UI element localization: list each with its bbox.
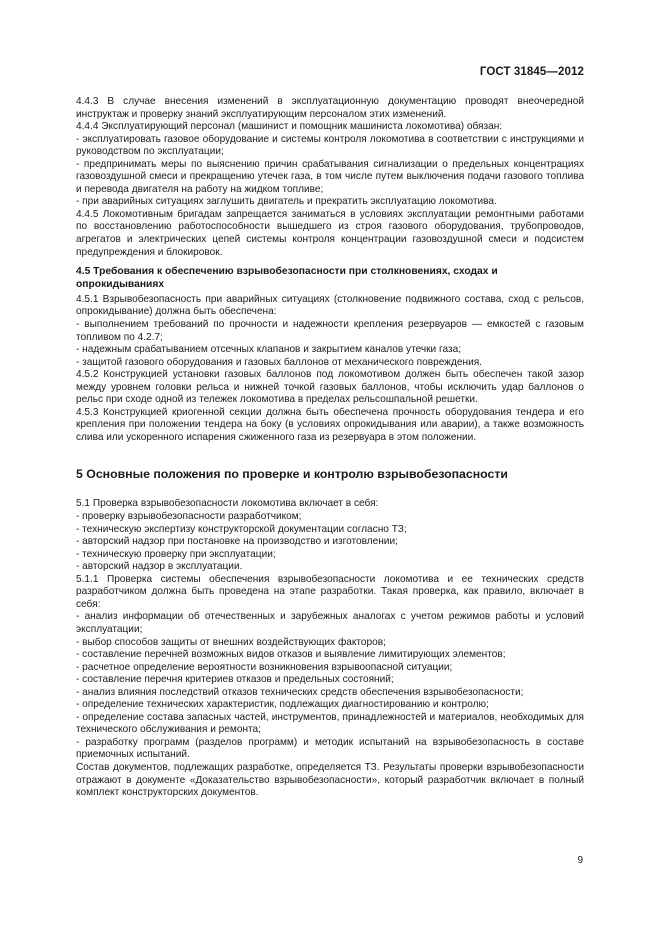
list-item: - выполнением требований по прочности и надежности крепления резервуаров — емкостей с газовым топливом по 4.2.7; bbox=[76, 319, 584, 343]
list-item: - авторский надзор при постановке на производство и изготовлении; bbox=[76, 536, 398, 548]
list-item: - разработку программ (разделов программ) и методик испытаний на взрывобезопасность в составе приемочных испытаний. bbox=[76, 736, 584, 761]
list-item: - авторский надзор в эксплуатации. bbox=[76, 561, 243, 573]
list-item: - при аварийных ситуациях заглушить двигатель и прекратить эксплуатацию локомотива. bbox=[76, 196, 497, 208]
section-heading-5: 5 Основные положения по проверке и контролю взрывобезопасности bbox=[76, 467, 508, 482]
page-number: 9 bbox=[577, 855, 583, 866]
list-item: - составление перечня критериев отказов и предельных состояний; bbox=[76, 674, 394, 686]
paragraph: 4.5.3 Конструкцией криогенной секции должна быть обеспечена прочность оборудования тендера и его крепления при положении тендера на боку (в условиях опрокидывания или аварии), а также возможность слива или ускоренного испарения сжиженного газа из резервуара в этом положении. bbox=[76, 406, 584, 443]
list-item: - выбор способов защиты от внешних воздействующих факторов; bbox=[76, 636, 386, 648]
page-body bbox=[76, 96, 584, 800]
paragraph: 4.4.4 Эксплуатирующий персонал (машинист и помощник машиниста локомотива) обязан: bbox=[76, 121, 503, 133]
section-heading-4-5: 4.5 Требования к обеспечению взрывобезопасности при столкновениях, сходах и опрокидываниях bbox=[76, 266, 498, 290]
list-item: - определение состава запасных частей, инструментов, принадлежностей и материалов, необходимых для технического обслуживания и ремонта; bbox=[76, 711, 584, 736]
list-item: - надежным срабатыванием отсечных клапанов и закрытием каналов утечки газа; bbox=[76, 344, 461, 356]
list-item: - техническую проверку при эксплуатации; bbox=[76, 548, 276, 560]
paragraph: 5.1.1 Проверка системы обеспечения взрывобезопасности локомотива и ее технических средств разработчиком должна быть проведена на этапе разработки. Такая проверка, как правило, включает в себя: bbox=[76, 573, 584, 610]
list-item: - защитой газового оборудования и газовых баллонов от механического повреждения. bbox=[76, 356, 482, 368]
list-item: - техническую экспертизу конструкторской документации согласно ТЗ; bbox=[76, 523, 407, 535]
list-item: - предпринимать меры по выяснению причин срабатывания сигнализации о предельных концентрациях газовоздушной смеси и прекращению утечек газа, в том числе путем выключения подачи газового топлива и перевода двигателя на работу на жидком топливе; bbox=[76, 158, 584, 195]
list-item: - составление перечней возможных видов отказов и выявление лимитирующих элементов; bbox=[76, 649, 506, 661]
paragraph: 4.4.5 Локомотивным бригадам запрещается заниматься в условиях эксплуатации ремонтными работами по восстановлению работоспособности вышедшего из строя газового оборудования, трубопроводов, агрегатов и электрических цепей системы контроля концентрации газовоздушной смеси и подсистем предупреждения и блокировок. bbox=[76, 208, 584, 258]
list-item: - анализ информации об отечественных и зарубежных аналогах с учетом режимов работы и условий эксплуатации; bbox=[76, 611, 584, 635]
paragraph: 5.1 Проверка взрывобезопасности локомотива включает в себя: bbox=[76, 498, 379, 510]
list-item: - определение технических характеристик, подлежащих диагностированию и контролю; bbox=[76, 699, 489, 711]
list-item: - расчетное определение вероятности возникновения взрывоопасной ситуации; bbox=[76, 661, 453, 673]
list-item: - эксплуатировать газовое оборудование и системы контроля локомотива в соответствии с инструкциями и руководством по эксплуатации; bbox=[76, 133, 584, 158]
paragraph: 4.4.3 В случае внесения изменений в эксплуатационную документацию проводят внеочередной инструктаж и проверку знаний эксплуатирующим персоналом этих изменений. bbox=[76, 96, 584, 120]
paragraph: 4.5.2 Конструкцией установки газовых баллонов под локомотивом должен быть обеспечен такой зазор между уровнем головки рельса и нижней точкой газовых баллонов, чтобы исключить удар баллонов о рельс при сходе одной из тележек локомотива в пределах рельсошпальной решетки. bbox=[76, 369, 584, 406]
list-item: - проверку взрывобезопасности разработчиком; bbox=[76, 511, 302, 523]
document-header: ГОСТ 31845—2012 bbox=[479, 66, 584, 78]
paragraph: 4.5.1 Взрывобезопасность при аварийных ситуациях (столкновение подвижного состава, сход с рельсов, опрокидывание) должна быть обеспечена: bbox=[76, 293, 584, 318]
list-item: - анализ влияния последствий отказов технических средств обеспечения взрывобезопасности; bbox=[76, 686, 524, 698]
paragraph: Состав документов, подлежащих разработке, определяется ТЗ. Результаты проверки взрывобезопасности отражают в документе «Доказательство взрывобезопасности», который разработчик включает в полный комплект конструкторских документов. bbox=[76, 761, 584, 799]
